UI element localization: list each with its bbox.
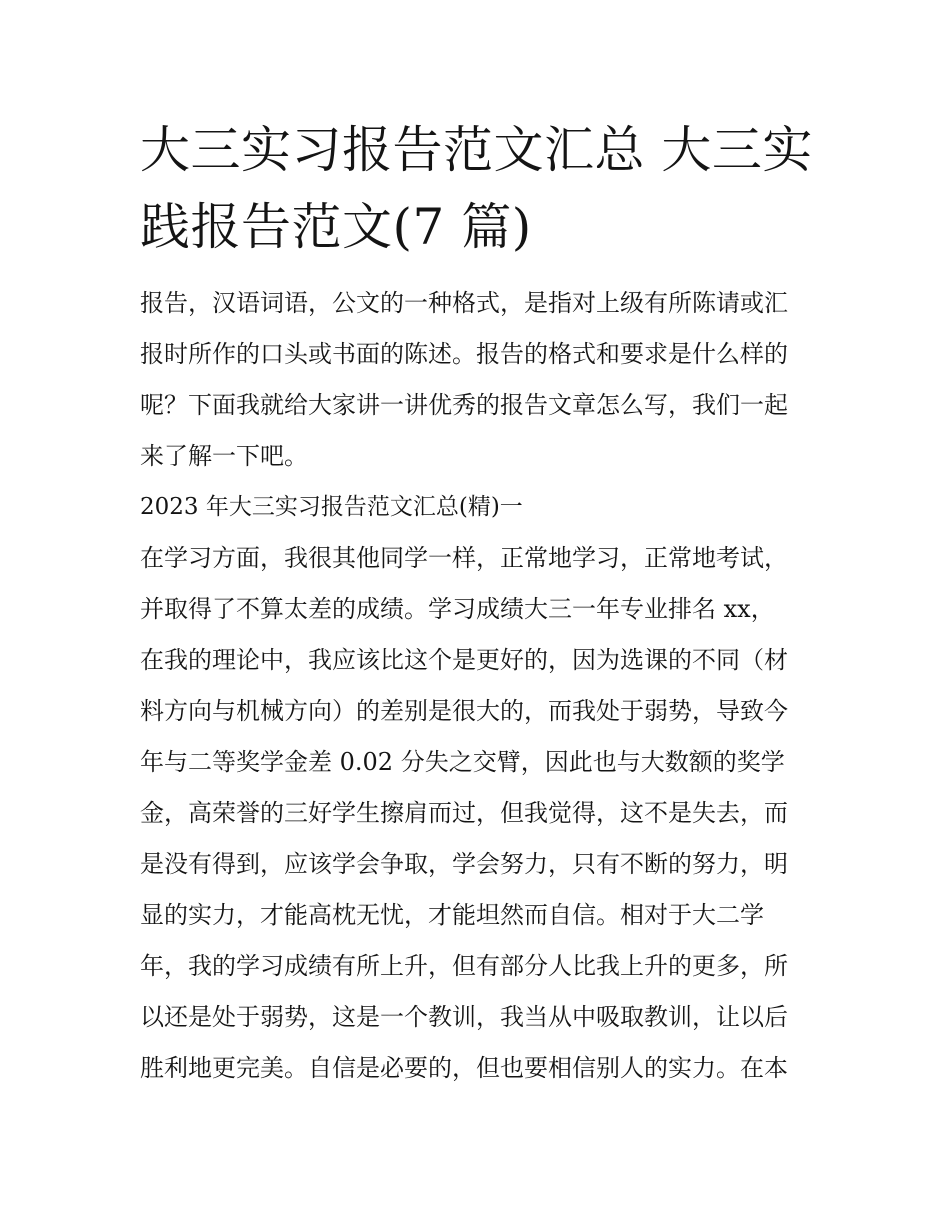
paragraph-line: 金，高荣誉的三好学生擦肩而过，但我觉得，这不是失去，而 [140, 799, 788, 827]
section-heading: 2023 年大三实习报告范文汇总(精)一 [140, 494, 523, 520]
intro-line: 来了解一下吧。 [140, 442, 308, 470]
intro-line: 报时所作的口头或书面的陈述。报告的格式和要求是什么样的 [140, 340, 788, 368]
document-title [140, 112, 820, 266]
paragraph-line: 是没有得到，应该学会争取，学会努力，只有不断的努力，明 [140, 850, 788, 878]
paragraph-line: 以还是处于弱势，这是一个教训，我当从中吸取教训，让以后 [140, 1003, 788, 1031]
document-body [140, 278, 820, 1094]
paragraph-line: 显的实力，才能高枕无忧，才能坦然而自信。相对于大二学 [140, 901, 764, 929]
paragraph-line: 在学习方面，我很其他同学一样，正常地学习，正常地考试， [140, 544, 788, 572]
intro-line: 呢？下面我就给大家讲一讲优秀的报告文章怎么写，我们一起 [140, 391, 788, 419]
title-line-1: 大三实习报告范文汇总 大三实 [140, 121, 813, 179]
paragraph-line: 在我的理论中，我应该比这个是更好的，因为选课的不同（材 [140, 646, 788, 674]
paragraph-line: 料方向与机械方向）的差别是很大的，而我处于弱势，导致今 [140, 697, 788, 725]
paragraph-line: 年与二等奖学金差 0.02 分失之交臂，因此也与大数额的奖学 [140, 748, 785, 776]
paragraph-line: 胜利地更完美。自信是必要的，但也要相信别人的实力。在本 [140, 1054, 788, 1082]
intro-line: 报告，汉语词语，公文的一种格式，是指对上级有所陈请或汇 [140, 289, 788, 317]
paragraph-line: 年，我的学习成绩有所上升，但有部分人比我上升的更多，所 [140, 952, 788, 980]
paragraph-line: 并取得了不算太差的成绩。学习成绩大三一年专业排名 xx， [140, 595, 775, 623]
title-line-2: 践报告范文(7 篇) [140, 198, 532, 256]
